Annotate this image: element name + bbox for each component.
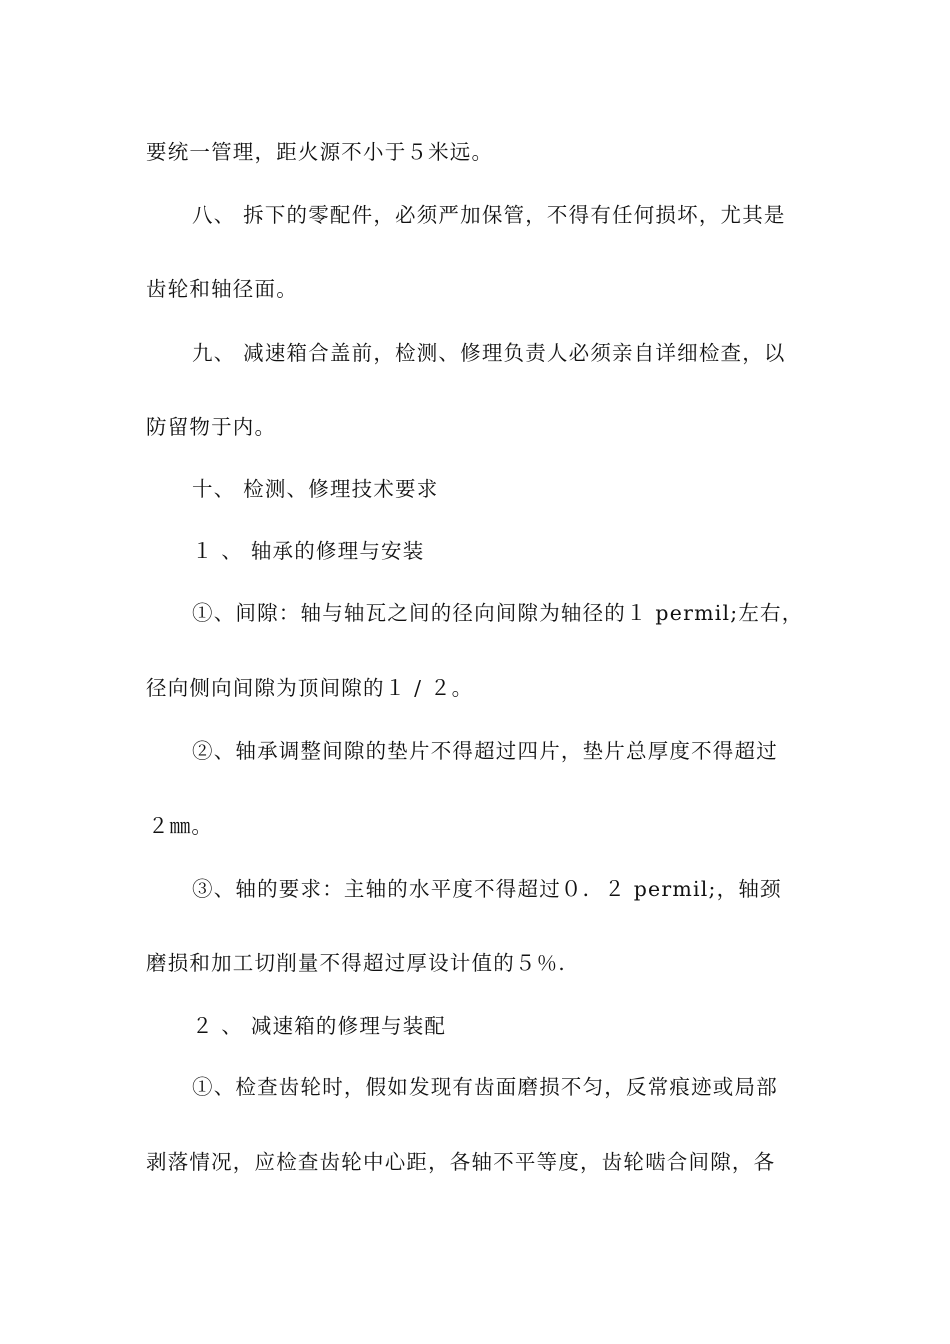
paragraph-line: 要统一管理，距火源不小于５米远。 bbox=[146, 140, 494, 164]
paragraph-line: ②、轴承调整间隙的垫片不得超过四片，垫片总厚度不得超过 bbox=[192, 739, 778, 763]
paragraph-line: ③、轴的要求：主轴的水平度不得超过０．２ permil;，轴颈 bbox=[192, 877, 782, 901]
subsection-heading: ２ 、 减速箱的修理与装配 bbox=[192, 1014, 447, 1038]
paragraph-line: ２㎜。 bbox=[148, 814, 214, 838]
paragraph-line: 八、 拆下的零配件，必须严加保管，不得有任何损坏，尤其是 bbox=[192, 203, 786, 227]
paragraph-line: 防留物于内。 bbox=[146, 415, 277, 439]
paragraph-line: 九、 减速箱合盖前，检测、修理负责人必须亲自详细检查，以 bbox=[192, 341, 786, 365]
paragraph-line: 磨损和加工切削量不得超过厚设计值的５％. bbox=[146, 951, 567, 975]
paragraph-line: ①、检查齿轮时，假如发现有齿面磨损不匀，反常痕迹或局部 bbox=[192, 1075, 778, 1099]
paragraph-line: 剥落情况，应检查齿轮中心距，各轴不平等度，齿轮啮合间隙，各 bbox=[146, 1150, 776, 1174]
paragraph-line: ①、间隙：轴与轴瓦之间的径向间隙为轴径的１ permil;左右， bbox=[192, 601, 804, 625]
subsection-heading: １ 、 轴承的修理与安装 bbox=[192, 539, 425, 563]
paragraph-line: 齿轮和轴径面。 bbox=[146, 277, 298, 301]
paragraph-line: 径向侧向间隙为顶间隙的１ / ２。 bbox=[146, 676, 474, 700]
section-heading: 十、 检测、修理技术要求 bbox=[192, 477, 439, 501]
